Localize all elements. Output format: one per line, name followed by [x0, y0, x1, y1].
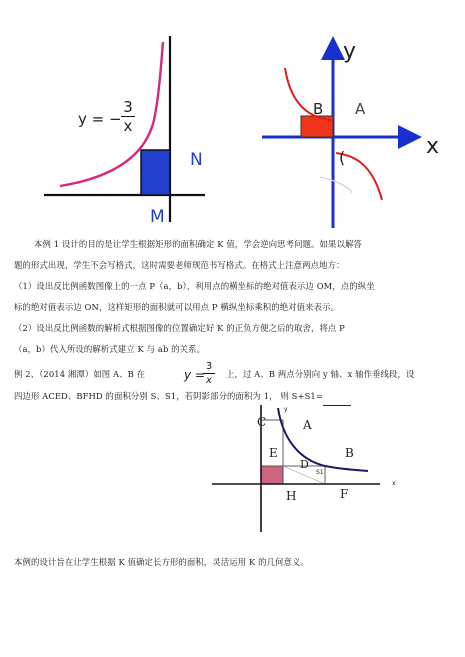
fig1-label-m: M [150, 207, 165, 227]
example-2-prefix: 例 2、（2014 湘潭）如图 A、B 在 [14, 369, 146, 379]
example-2-question: 四边形 ACED、BFHD 的面积分别 S、S1，若阴影部分的面积为 1， 则 S+S1= [14, 391, 323, 401]
fig2-label-y: y [343, 39, 357, 64]
fig2-label-a: A [355, 100, 366, 118]
para-2-line-1: （1）设出反比例函数图像上的一点 P（a，b），利用点的横坐标的绝对值表示边 OM，点的纵坐 [14, 281, 375, 291]
fig3-label-y: y [284, 406, 288, 413]
fig3-label-d: D [300, 458, 309, 471]
example-2-eq-y: y = [184, 368, 205, 382]
fig3-label-a: A [303, 418, 312, 432]
fig3-label-b: B [345, 446, 354, 460]
fig1-equation-y: y = − [78, 110, 122, 128]
para-3-line-1: （2）设出反比例函数的解析式根据图像的位置确定好 K 的正负方便之后的取舍，将点 P [14, 323, 345, 333]
para-3-line-2: （a，b）代入所设的解析式建立 K 与 ab 的关系。 [14, 344, 206, 354]
fig3-shaded-rect [261, 466, 283, 484]
example-2-denominator: x [206, 375, 212, 386]
fig2-label-c: ( [339, 148, 346, 167]
fig1-label-n: N [190, 150, 203, 170]
final-paragraph: 本例的设计旨在让学生根据 K 值确定长方形的面积，灵活运用 K 的几何意义。 [14, 557, 309, 567]
para-2-line-2: 标的绝对值表示边 ON，这样矩形的面积就可以用点 P 横纵坐标乘积的绝对值来表示。 [14, 302, 340, 312]
fig1-eq-numerator: 3 [123, 98, 133, 116]
fig3-label-f: F [340, 487, 349, 501]
fig2-label-x: x [426, 134, 440, 159]
para-1-line-2: 题的形式出现，学生不会写格式，这时需要老师规范书写格式。在格式上注意两点地方： [14, 260, 345, 270]
fig3-label-s1: S1 [316, 469, 324, 476]
fig3-label-c: C [257, 415, 267, 429]
fig3-curve [278, 408, 368, 471]
fig3-label-h: H [286, 489, 297, 503]
para-1-line-1: 本例 1 设计的目的是让学生根据矩形的面积确定 K 值，学会逆向思考问题。如果以解答 [34, 239, 362, 249]
fig2-label-b: B [313, 100, 324, 118]
fig1-eq-denominator: x [123, 117, 133, 135]
example-2-numerator: 3 [205, 361, 213, 372]
fig3-label-e: E [269, 446, 278, 460]
example-2-line-1-tail: 上，过 A、B 两点分别向 y 轴、x 轴作垂线段，设 [226, 369, 415, 379]
fig3-label-x: x [392, 480, 396, 487]
